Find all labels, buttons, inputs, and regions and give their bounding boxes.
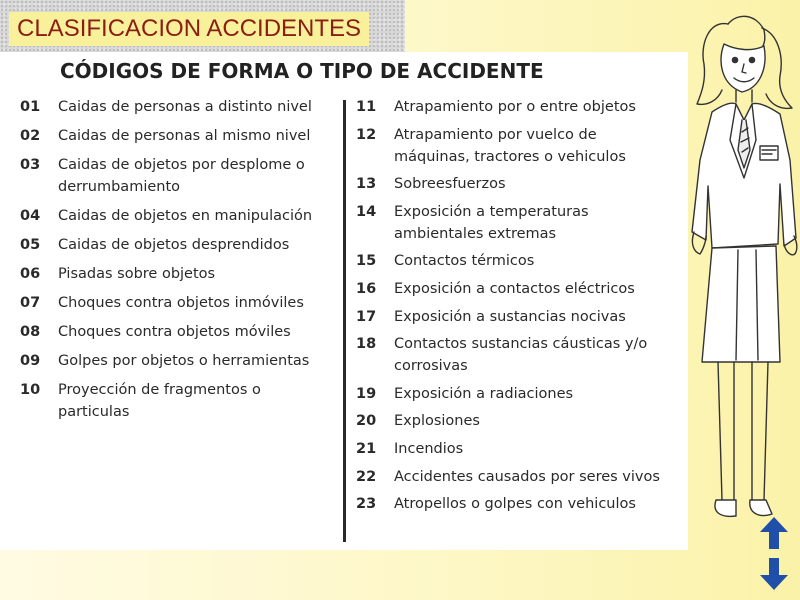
woman-illustration-icon: [680, 0, 800, 560]
list-item: [356, 438, 674, 460]
column-divider: [343, 100, 346, 542]
item-code: 05: [20, 237, 41, 253]
list-item: [356, 124, 674, 168]
title-banner: [0, 0, 405, 52]
item-text: Golpes por objetos o herramientas: [58, 353, 310, 369]
item-text: Choques contra objetos móviles: [58, 324, 291, 340]
list-item: [356, 466, 674, 488]
item-code: 20: [356, 413, 377, 430]
item-text: Exposición a temperaturas ambientales extremas: [394, 203, 589, 242]
item-code: 02: [20, 128, 41, 144]
list-item: [20, 154, 332, 198]
item-code: 11: [356, 99, 377, 115]
item-text: Caidas de objetos en manipulación: [58, 208, 313, 224]
codes-list-right: [356, 96, 674, 521]
list-item: [356, 96, 674, 118]
item-code: 22: [356, 468, 377, 485]
item-code: 13: [356, 176, 377, 193]
list-item: [356, 493, 674, 515]
list-item: [20, 96, 332, 118]
codes-sheet: [0, 52, 688, 550]
item-text: Exposición a sustancias nocivas: [394, 308, 626, 325]
arrow-up-icon: [758, 516, 790, 550]
item-code: 18: [356, 336, 377, 353]
list-item: [20, 350, 332, 372]
list-item: [356, 383, 674, 405]
item-text: Sobreesfuerzos: [394, 176, 506, 193]
item-code: 17: [356, 308, 377, 325]
item-text: Contactos sustancias cáusticas y/o corrosivas: [394, 336, 648, 375]
list-item: [356, 306, 674, 328]
list-item: [356, 250, 674, 272]
item-code: 09: [20, 353, 41, 369]
list-item: [356, 278, 674, 300]
list-item: [356, 410, 674, 432]
banner-title: CLASIFICACION ACCIDENTES: [9, 12, 369, 46]
list-item: [20, 125, 332, 147]
item-text: Caidas de objetos desprendidos: [58, 237, 290, 253]
item-text: Explosiones: [394, 413, 480, 430]
sheet-title: CÓDIGOS DE FORMA O TIPO DE ACCIDENTE: [60, 59, 544, 83]
item-code: 19: [356, 385, 377, 402]
item-code: 21: [356, 440, 377, 457]
arrow-down-icon: [758, 557, 790, 591]
scroll-down-button[interactable]: [758, 557, 790, 591]
list-item: [356, 333, 674, 377]
item-text: Accidentes causados por seres vivos: [394, 468, 660, 485]
item-text: Incendios: [394, 440, 464, 457]
item-text: Atropellos o golpes con vehiculos: [394, 496, 636, 513]
item-code: 08: [20, 324, 41, 340]
item-text: Caidas de objetos por desplome o derrumbamiento: [58, 157, 305, 195]
list-item: [356, 201, 674, 245]
item-code: 14: [356, 203, 377, 220]
item-text: Exposición a contactos eléctricos: [394, 280, 635, 297]
scroll-up-button[interactable]: [758, 516, 790, 550]
item-text: Atrapamiento por vuelco de máquinas, tractores o vehiculos: [394, 126, 626, 165]
item-code: 01: [20, 99, 41, 115]
list-item: [20, 263, 332, 285]
item-text: Choques contra objetos inmóviles: [58, 295, 304, 311]
list-item: [20, 234, 332, 256]
list-item: [20, 205, 332, 227]
list-item: [20, 292, 332, 314]
list-item: [20, 321, 332, 343]
item-text: Caidas de personas a distinto nivel: [58, 99, 312, 115]
item-code: 15: [356, 253, 377, 270]
item-text: Contactos térmicos: [394, 253, 535, 270]
item-text: Atrapamiento por o entre objetos: [394, 99, 636, 115]
list-item: [356, 173, 674, 195]
item-code: 16: [356, 280, 377, 297]
item-code: 07: [20, 295, 41, 311]
codes-list-left: [20, 96, 332, 430]
item-code: 03: [20, 157, 41, 173]
item-code: 04: [20, 208, 41, 224]
item-code: 10: [20, 382, 41, 398]
item-text: Pisadas sobre objetos: [58, 266, 216, 282]
item-code: 12: [356, 126, 377, 143]
item-code: 23: [356, 496, 377, 513]
item-text: Exposición a radiaciones: [394, 385, 574, 402]
item-text: Caidas de personas al mismo nivel: [58, 128, 311, 144]
item-code: 06: [20, 266, 41, 282]
item-text: Proyección de fragmentos o particulas: [58, 382, 261, 420]
list-item: [20, 379, 332, 423]
